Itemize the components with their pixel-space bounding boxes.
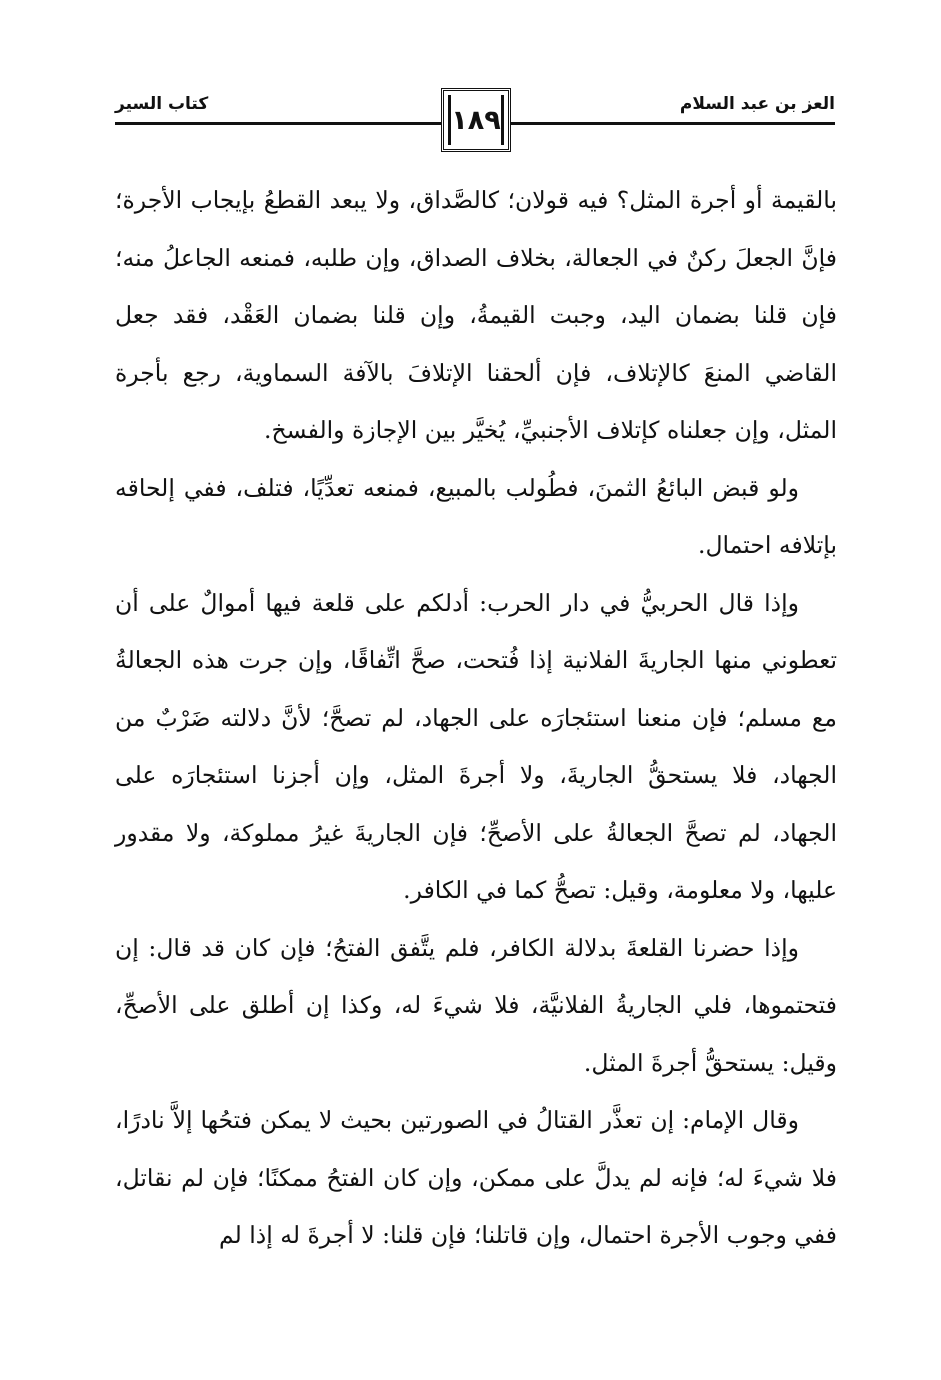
paragraph-2: ولو قبض البائعُ الثمنَ، فطُولب بالمبيع، فمنعه تعدِّيًا، فتلف، ففي إلحاقه بإتلافه احتمال.	[115, 473, 837, 559]
paragraph-3: وإذا قال الحربيُّ في دار الحرب: أدلكم على قلعة فيها أموالٌ على أن تعطوني منها الجاريةَ الفلانية إذا فُتحت، صحَّ اتِّفاقًا، وإن جرت هذه الجعالةُ مع مسلم؛ فإن منعنا استئجارَه على الجهاد، لم تصحَّ؛ لأنَّ دلالته ضَرْبٌ من الجهاد، فلا يستحقُّ الجاريةَ، ولا أجرةَ المثل، وإن أجزنا استئجارَه على الجهاد، لم تصحَّ الجعالةُ على الأصحِّ؛ فإن الجاريةَ غيرُ مملوكة، ولا مقدور عليها، ولا معلومة، وقيل: تصحُّ كما في الكافر.	[115, 588, 837, 904]
paragraph-5: وقال الإمام: إن تعذَّر القتالُ في الصورتين بحيث لا يمكن فتحُها إلاَّ نادرًا، فلا شيءَ له؛ فإنه لم يدلَّ على ممكن، وإن كان الفتحُ ممكنًا؛ فإن لم نقاتل، ففي وجوب الأجرة احتمال، وإن قاتلنا؛ فإن قلنا: لا أجرةَ له إذا لم	[115, 1106, 837, 1249]
paragraph-1: بالقيمة أو أجرة المثل؟ فيه قولان؛ كالصَّداق، ولا يبعد القطعُ بإيجاب الأجرة؛ فإنَّ الجعلَ ركنٌ في الجعالة، بخلاف الصداق، وإن طلبه، فمنعه الجاعلُ منه؛ فإن قلنا بضمان اليد، وجبت القيمةُ، وإن قلنا بضمان العَقْد، فقد جعل القاضي المنعَ كالإتلاف، فإن ألحقنا الإتلافَ بالآفة السماوية، رجع بأجرة المثل، وإن جعلناه كإتلاف الأجنبيِّ، يُخيَّر بين الإجازة والفسخ.	[115, 186, 837, 444]
page-body	[115, 172, 837, 1265]
header-book-title: كتاب السير	[115, 94, 209, 114]
page-header	[115, 88, 835, 160]
page-number-frame	[441, 88, 511, 152]
header-author: العز بن عبد السلام	[679, 94, 835, 114]
page-number: ١٨٩	[451, 104, 501, 136]
paragraph-4: وإذا حضرنا القلعةَ بدلالة الكافر، فلم يتَّفق الفتحُ؛ فإن كان قد قال: إن فتحتموها، فلي الجاريةُ الفلانيَّة، فلا شيءَ له، وكذا إن أطلق على الأصحِّ، وقيل: يستحقُّ أجرةَ المثل.	[115, 933, 837, 1077]
